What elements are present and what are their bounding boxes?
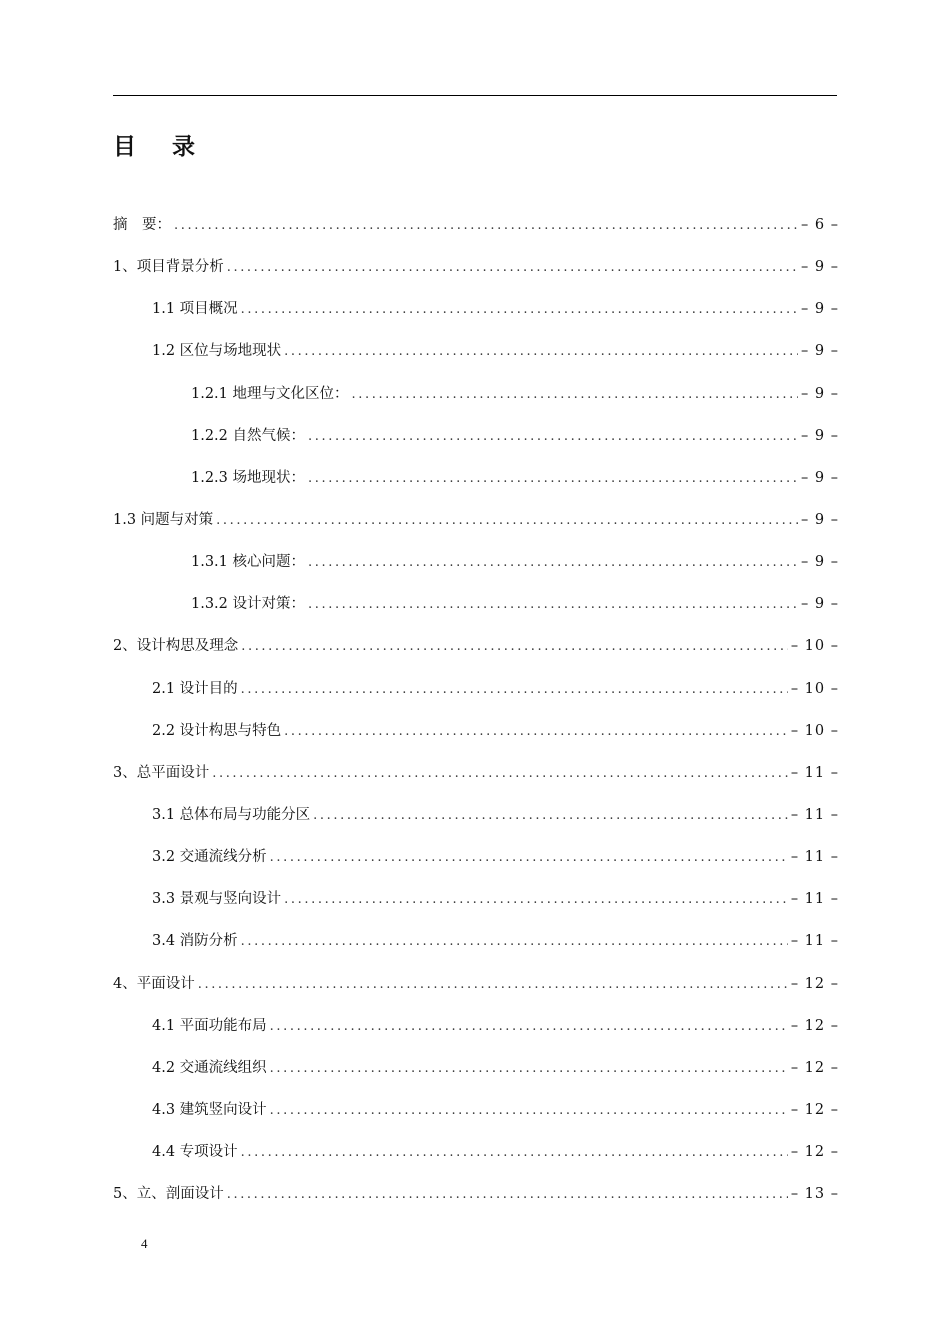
toc-entry-label: 4.2 交通流线组织 bbox=[152, 1059, 267, 1076]
toc-entry-page: – 9 – bbox=[801, 511, 839, 528]
toc-entry-page: – 9 – bbox=[801, 301, 839, 318]
toc-entry-page: – 9 – bbox=[801, 385, 839, 402]
toc-dot-leader bbox=[284, 344, 798, 359]
toc-entry-page: – 6 – bbox=[801, 217, 839, 233]
toc-entry[interactable] bbox=[113, 1014, 839, 1056]
toc-dot-leader bbox=[241, 639, 788, 654]
toc-entry-page: – 11 – bbox=[790, 764, 839, 781]
toc-entry-label: 4.1 平面功能布局 bbox=[152, 1017, 267, 1034]
toc-entry[interactable] bbox=[113, 424, 839, 466]
toc-entry-page: – 9 – bbox=[801, 596, 839, 613]
toc-dot-leader bbox=[352, 387, 799, 402]
toc-dot-leader bbox=[284, 724, 788, 739]
toc-entry[interactable] bbox=[113, 887, 839, 929]
toc-entry-page: – 12 – bbox=[790, 1017, 839, 1034]
toc-entry-label: 3.3 景观与竖向设计 bbox=[152, 891, 282, 908]
toc-entry-label: 2.1 设计目的 bbox=[152, 680, 238, 697]
toc-entry-page: – 12 – bbox=[790, 975, 839, 992]
toc-entry-page: – 9 – bbox=[801, 554, 839, 571]
toc-entry[interactable] bbox=[113, 803, 839, 845]
header-rule bbox=[113, 95, 837, 96]
toc-entry[interactable] bbox=[113, 1056, 839, 1098]
toc-dot-leader bbox=[174, 218, 798, 233]
toc-entry-label: 1.2.3 场地现状： bbox=[191, 469, 306, 486]
toc-dot-leader bbox=[270, 1061, 788, 1076]
toc-entry-label: 1.3 问题与对策 bbox=[113, 511, 214, 528]
toc-entry-page: – 10 – bbox=[790, 680, 839, 697]
toc-entry-label: 4.4 专项设计 bbox=[152, 1144, 238, 1161]
toc-entry[interactable] bbox=[113, 592, 839, 634]
toc-dot-leader bbox=[212, 766, 788, 781]
toc-dot-leader bbox=[198, 977, 788, 992]
toc-entry[interactable] bbox=[113, 719, 839, 761]
toc-dot-leader bbox=[308, 429, 798, 444]
toc-entry[interactable] bbox=[113, 1140, 839, 1182]
toc-entry-page: – 10 – bbox=[790, 638, 839, 655]
toc-dot-leader bbox=[241, 934, 788, 949]
toc-entry-label: 1.2 区位与场地现状 bbox=[152, 343, 282, 360]
toc-entry[interactable] bbox=[113, 508, 839, 550]
toc-entry-page: – 9 – bbox=[801, 469, 839, 486]
toc-entry[interactable] bbox=[113, 634, 839, 676]
toc-entry[interactable] bbox=[113, 1182, 839, 1224]
toc-entry-page: – 9 – bbox=[801, 427, 839, 444]
toc-entry-page: – 13 – bbox=[790, 1186, 839, 1203]
toc-entry[interactable] bbox=[113, 929, 839, 971]
toc-entry-label: 2、设计构思及理念 bbox=[113, 638, 239, 655]
toc-dot-leader bbox=[308, 555, 798, 570]
toc-entry[interactable] bbox=[113, 255, 839, 297]
page-number: 4 bbox=[141, 1236, 148, 1251]
toc-entry-label: 4、平面设计 bbox=[113, 975, 195, 992]
toc-dot-leader bbox=[227, 260, 798, 275]
toc-dot-leader bbox=[270, 1019, 788, 1034]
toc-entry[interactable] bbox=[113, 213, 839, 255]
toc-dot-leader bbox=[270, 1103, 788, 1118]
toc-entry[interactable] bbox=[113, 677, 839, 719]
toc-entry-page: – 11 – bbox=[790, 806, 839, 823]
toc-dot-leader bbox=[241, 1145, 788, 1160]
toc-entry-label: 1.2.1 地理与文化区位： bbox=[191, 385, 349, 402]
toc-entry[interactable] bbox=[113, 972, 839, 1014]
toc-entry-label: 1.2.2 自然气候： bbox=[191, 427, 306, 444]
toc-entry-page: – 10 – bbox=[790, 722, 839, 739]
toc-dot-leader bbox=[308, 597, 798, 612]
toc-entry-page: – 11 – bbox=[790, 933, 839, 950]
toc-entry-label: 1、项目背景分析 bbox=[113, 259, 224, 276]
toc-entry[interactable] bbox=[113, 1098, 839, 1140]
toc-entry-label: 4.3 建筑竖向设计 bbox=[152, 1101, 267, 1118]
table-of-contents bbox=[113, 213, 839, 1224]
toc-entry-page: – 12 – bbox=[790, 1059, 839, 1076]
toc-dot-leader bbox=[284, 892, 788, 907]
toc-dot-leader bbox=[313, 808, 788, 823]
toc-entry[interactable] bbox=[113, 382, 839, 424]
toc-entry-label: 1.3.2 设计对策： bbox=[191, 596, 306, 613]
toc-entry-label: 2.2 设计构思与特色 bbox=[152, 722, 282, 739]
toc-entry[interactable] bbox=[113, 297, 839, 339]
toc-entry-label: 摘 要： bbox=[113, 217, 171, 233]
toc-entry-label: 3.2 交通流线分析 bbox=[152, 849, 267, 866]
toc-entry[interactable] bbox=[113, 550, 839, 592]
toc-entry-label: 1.1 项目概况 bbox=[152, 301, 238, 318]
toc-entry-page: – 12 – bbox=[790, 1144, 839, 1161]
toc-entry-page: – 9 – bbox=[801, 259, 839, 276]
toc-entry-page: – 12 – bbox=[790, 1101, 839, 1118]
toc-entry-page: – 11 – bbox=[790, 849, 839, 866]
toc-entry[interactable] bbox=[113, 466, 839, 508]
toc-title: 目 录 bbox=[113, 134, 210, 160]
toc-entry-page: – 11 – bbox=[790, 891, 839, 908]
toc-dot-leader bbox=[216, 513, 798, 528]
toc-dot-leader bbox=[241, 302, 798, 317]
toc-entry-label: 5、立、剖面设计 bbox=[113, 1186, 224, 1203]
toc-dot-leader bbox=[308, 471, 798, 486]
toc-dot-leader bbox=[241, 682, 788, 697]
toc-entry[interactable] bbox=[113, 339, 839, 381]
toc-entry[interactable] bbox=[113, 761, 839, 803]
toc-entry-label: 3、总平面设计 bbox=[113, 764, 210, 781]
toc-dot-leader bbox=[227, 1187, 788, 1202]
toc-entry-label: 1.3.1 核心问题： bbox=[191, 554, 306, 571]
toc-dot-leader bbox=[270, 850, 788, 865]
toc-entry[interactable] bbox=[113, 845, 839, 887]
toc-entry-page: – 9 – bbox=[801, 343, 839, 360]
toc-entry-label: 3.4 消防分析 bbox=[152, 933, 238, 950]
toc-entry-label: 3.1 总体布局与功能分区 bbox=[152, 806, 311, 823]
